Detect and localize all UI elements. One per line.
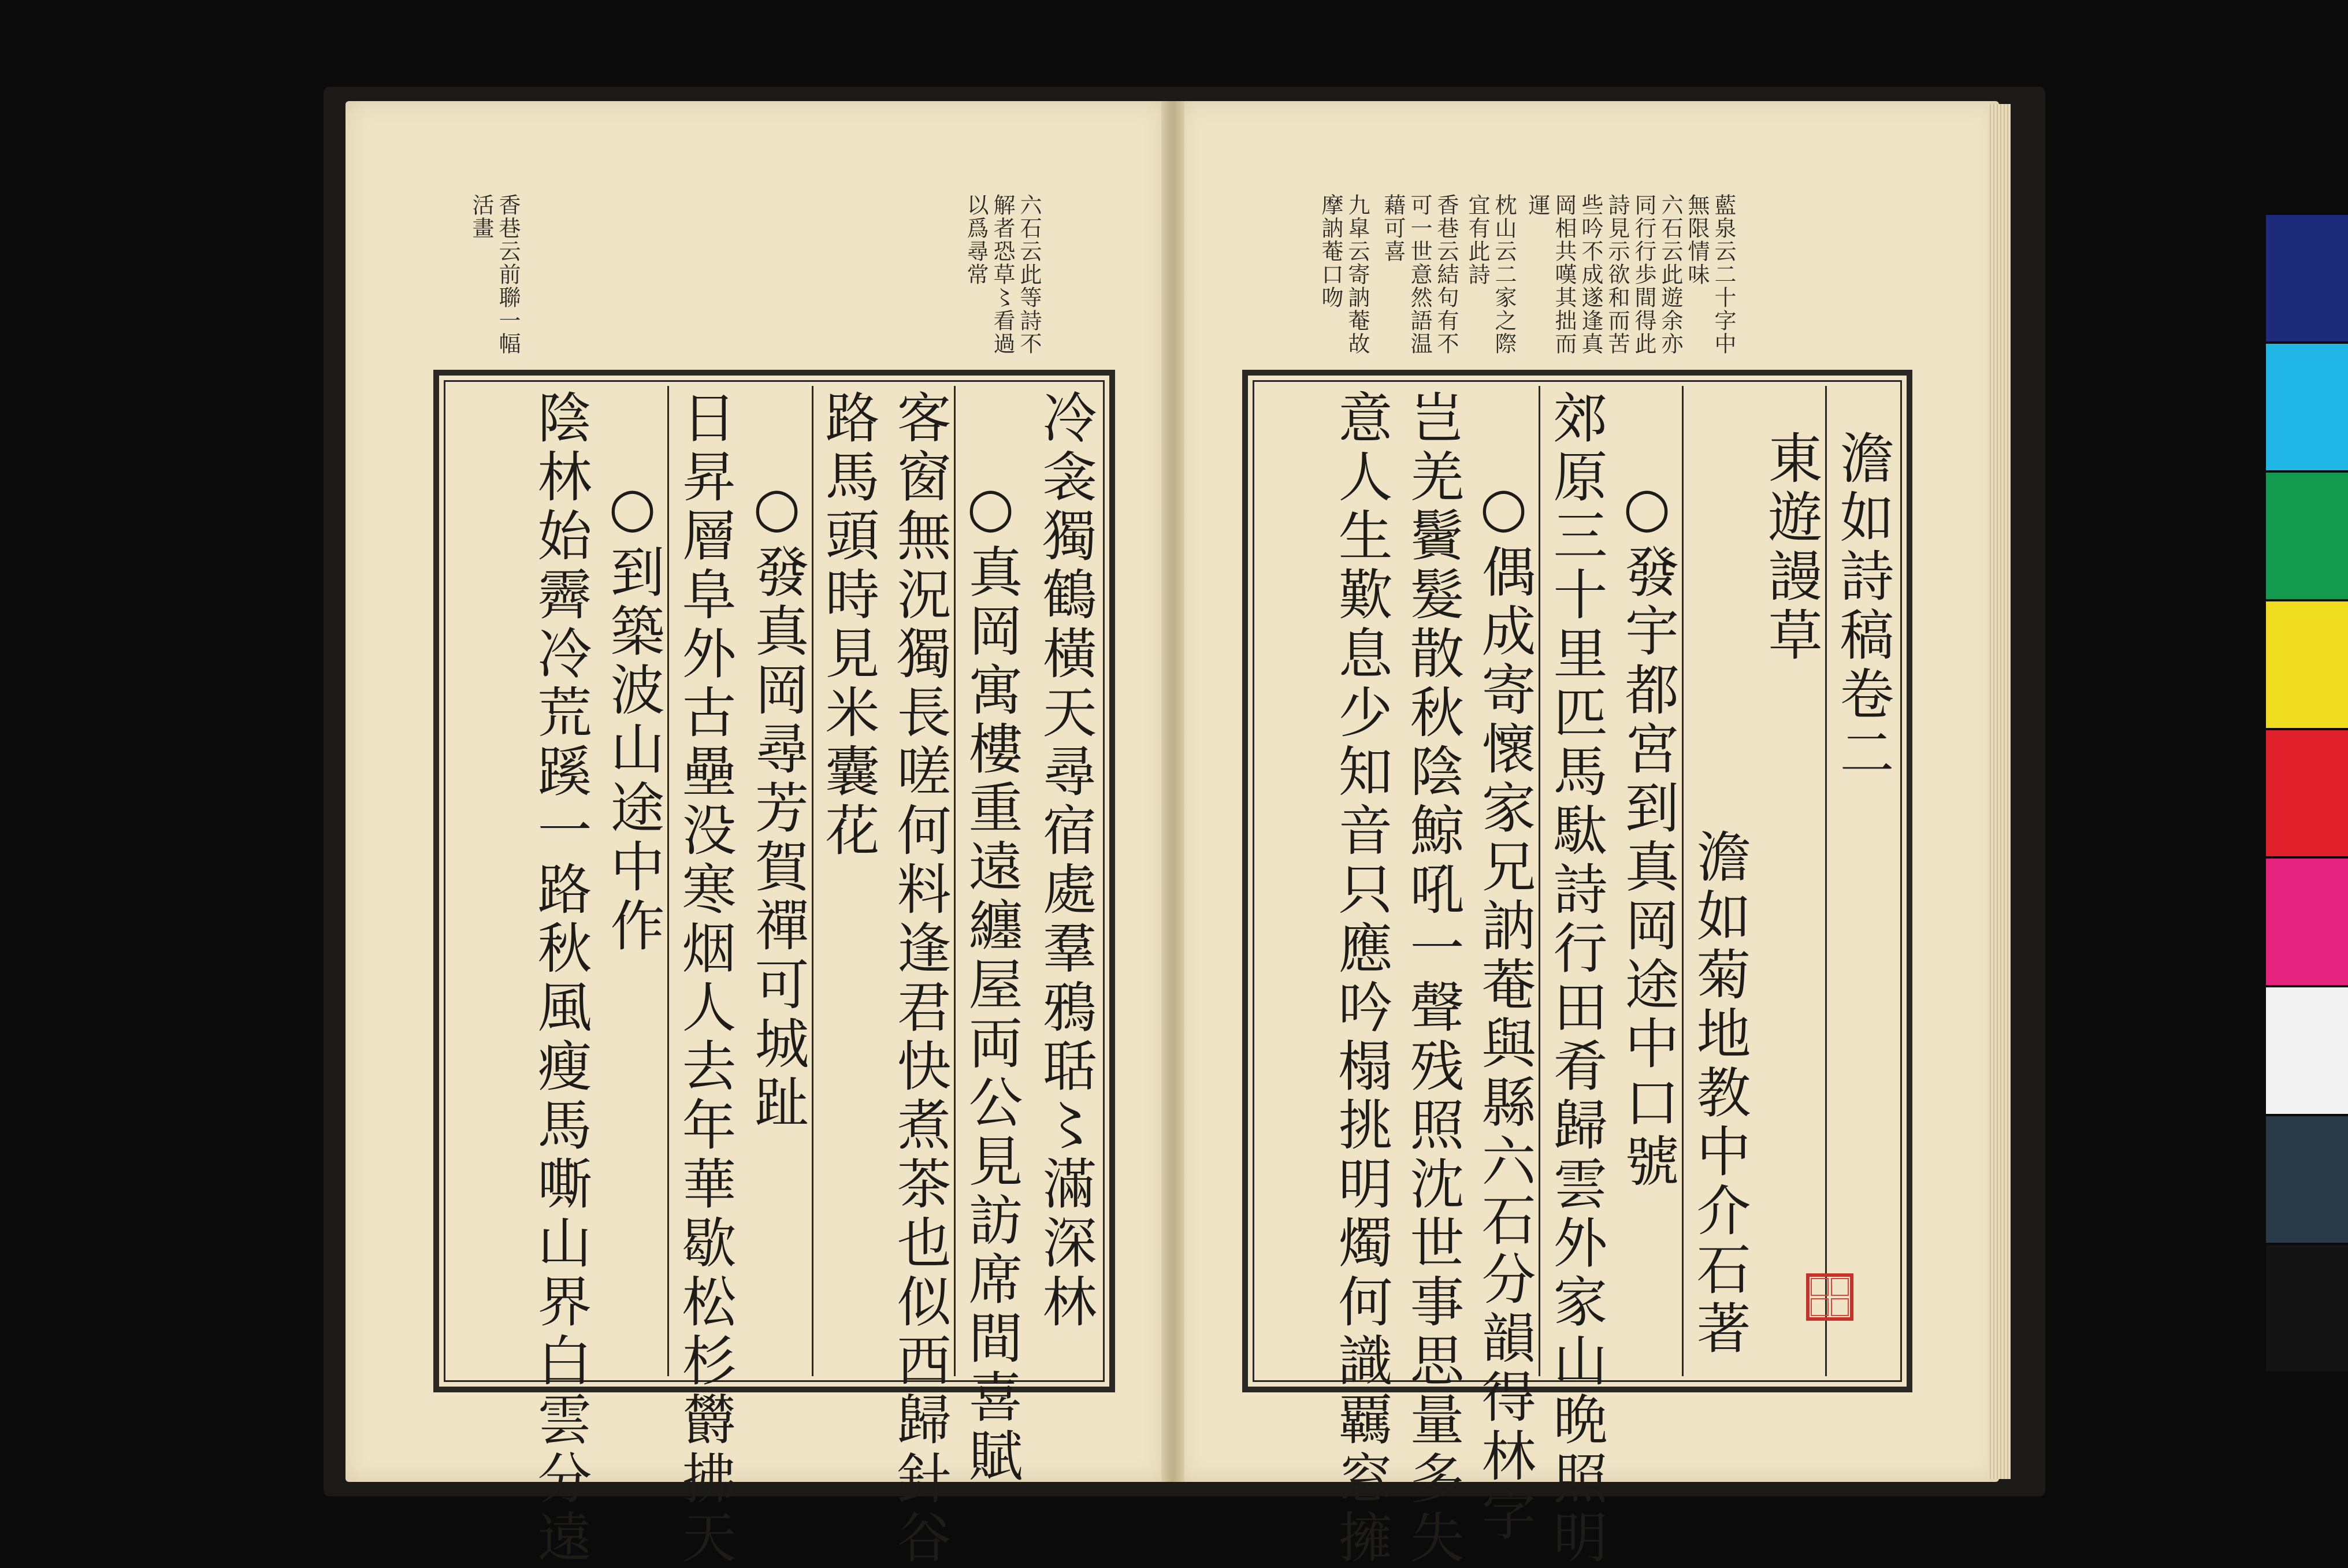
poem-title: ○真岡寓樓重遠纏屋両公見訪席間喜賦 (959, 476, 1022, 1487)
left-column-8 (528, 389, 591, 1568)
right-note-6: 些吟不成遂逢真 (1578, 194, 1603, 355)
calibration-swatch (2266, 730, 2348, 857)
right-note-13: 藉可喜 (1380, 194, 1406, 263)
right-column-6 (1472, 389, 1535, 1545)
right-note-14: 九皐云寄訥菴故 (1344, 194, 1370, 355)
section-title: 東遊謾草 (1759, 430, 1822, 666)
left-note-1: 六石云此等詩不 (1016, 194, 1042, 355)
poem-line: 客窗無況獨長嗟何料逢君快煮茶也似西歸針谷 (887, 389, 950, 1568)
right-note-10: 宜有此詩 (1465, 194, 1490, 286)
right-note-3: 六石云此遊余亦 (1658, 194, 1683, 355)
poem-line: 岂羌鬢髮散秋陰鯨吼一聲残照沈世事思量多失 (1400, 389, 1463, 1568)
calibration-swatch (2266, 859, 2348, 985)
column-rule (667, 386, 669, 1376)
column-rule (812, 386, 813, 1376)
right-note-4: 同行行歩間得此 (1631, 194, 1656, 355)
right-note-2: 無限情味 (1684, 194, 1710, 286)
left-column-3 (887, 389, 950, 1568)
right-column-author (1687, 389, 1749, 1373)
left-column-5 (745, 389, 808, 1373)
left-column-1 (1033, 389, 1095, 1373)
left-text-frame (433, 370, 1115, 1568)
calibration-swatch (2266, 344, 2348, 470)
left-column-7 (601, 389, 663, 1373)
poem-line: 陰林始霽冷荒蹊一路秋風瘦馬嘶山界白雲分遠 (528, 389, 591, 1568)
left-note-5: 活畫 (469, 194, 494, 240)
right-text-frame (1242, 370, 1912, 1568)
poem-title: ○到築波山途中作 (601, 476, 664, 956)
calibration-swatch (2266, 473, 2348, 599)
left-column-4 (816, 389, 878, 1373)
color-calibration-strip (2266, 215, 2348, 1374)
left-note-3: 以爲尋常 (963, 194, 989, 286)
right-note-12: 可一世意然語温 (1407, 194, 1432, 355)
poem-line: 郊原三十里匹馬駄詩行田肴歸雲外家山晩照明 (1544, 389, 1607, 1568)
column-rule (1825, 386, 1827, 1376)
library-seal (1806, 1273, 1853, 1321)
poem-title: ○發真岡尋芳賀禪可城趾 (745, 476, 808, 1133)
left-column-6 (673, 389, 735, 1568)
right-note-8: 運 (1525, 194, 1550, 217)
page-edge (1987, 104, 2011, 1479)
right-column-1 (1830, 389, 1893, 1373)
right-column-4 (1615, 389, 1678, 1373)
right-column-5 (1544, 389, 1607, 1568)
calibration-swatch (2266, 987, 2348, 1114)
poem-line: 日昇層阜外古壘没寒烟人去年華歇松杉欝拂天 (673, 389, 735, 1568)
column-rule (1682, 386, 1684, 1376)
calibration-swatch (2266, 1116, 2348, 1243)
left-note-4: 香巷云前聯一幅 (495, 194, 521, 355)
volume-title: 澹如詩稿卷二 (1830, 430, 1893, 783)
left-note-2: 解者恐草〻看過 (990, 194, 1015, 355)
poem-title: ○偶成寄懷家兄訥菴與縣六石分韻得林字 (1472, 476, 1535, 1545)
poem-line: 冷衾獨鶴橫天尋宿處羣鴉聒〻滿深林 (1033, 389, 1096, 1332)
calibration-swatch (2266, 601, 2348, 728)
right-column-2 (1759, 389, 1821, 1373)
column-rule (1539, 386, 1540, 1376)
right-column-8 (1329, 389, 1392, 1568)
poem-title: ○發宇都宮到真岡途中口號 (1615, 476, 1678, 1192)
book-gutter (1161, 101, 1184, 1482)
calibration-swatch (2266, 215, 2348, 341)
poem-line: 意人生歎息少知音只應吟榻挑明燭何識覊窓擁 (1329, 389, 1392, 1568)
right-note-15: 摩訥菴口吻 (1318, 194, 1343, 309)
right-note-9: 枕山云二家之際 (1491, 194, 1517, 355)
right-note-7: 岡相共嘆其拙而 (1551, 194, 1577, 355)
poem-line: 路馬頭時見米囊花 (816, 389, 879, 861)
right-note-1: 藍泉云二十字中 (1711, 194, 1736, 355)
left-column-2 (959, 389, 1022, 1487)
author-line: 澹如菊地教中介石著 (1687, 828, 1750, 1359)
right-note-11: 香巷云結句有不 (1433, 194, 1459, 355)
right-column-7 (1400, 389, 1463, 1568)
right-note-5: 詩見示欲和而苦 (1604, 194, 1630, 355)
column-rule (954, 386, 956, 1376)
calibration-swatch (2266, 1245, 2348, 1372)
